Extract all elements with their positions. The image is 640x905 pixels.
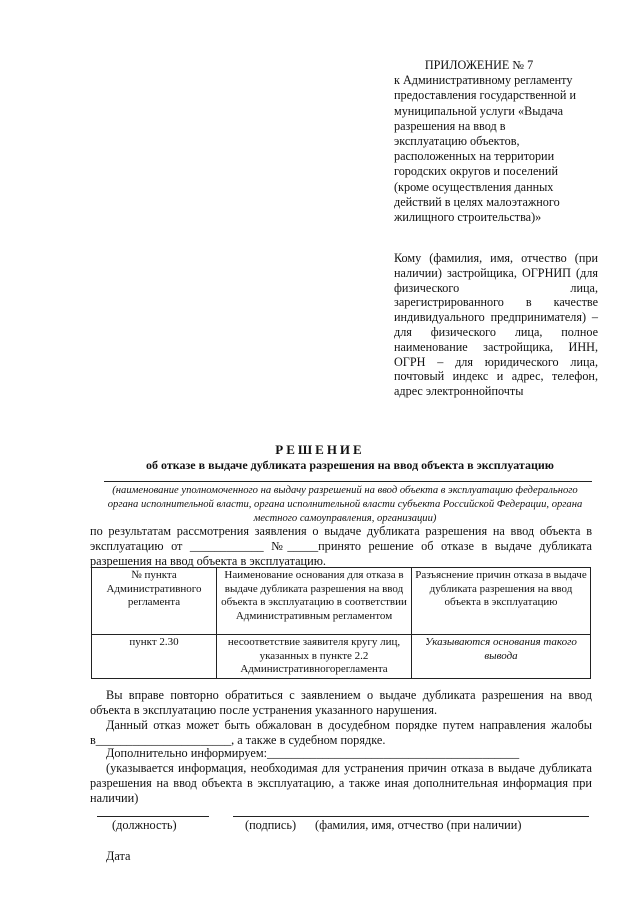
cell-ground: несоответствие заявителя кругу лиц, указанных в пункте 2.2 Административногорегламента [217, 635, 412, 679]
authority-line [104, 481, 592, 482]
appendix-line: действий в целях малоэтажного [394, 194, 560, 209]
appendix-block [394, 58, 599, 225]
cell-point: пункт 2.30 [92, 635, 217, 679]
cell-explanation: Указываются основания такого вывода [412, 635, 591, 679]
position-label: (должность) [112, 818, 177, 832]
authority-hint: (наименование уполномоченного на выдачу разрешений на ввод объекта в эксплуатацию федерального органа исполнительной власти, органа исполнительной власти субъекта Российской Федерации, органа местного самоуправления, организации) [107, 485, 583, 524]
full-name-label: (фамилия, имя, отчество (при наличии) [315, 818, 522, 832]
decision-subheading: об отказе в выдаче дубликата разрешения на ввод объекта в эксплуатацию [146, 458, 554, 472]
appendix-line: предоставления государственной и [394, 88, 576, 103]
additional-info-paragraph: Дополнительно информируем:_________________________________________ [106, 746, 520, 760]
appendix-line: к Административному регламенту [394, 73, 573, 88]
repeat-application-paragraph: Вы вправе повторно обратиться с заявлением о выдаче дубликата разрешения на ввод объекта в эксплуатацию после устранения указанного нарушения. [90, 688, 592, 717]
addressee-block: Кому (фамилия, имя, отчество (при наличии) застройщика, ОГРНИП (для физического лица, зарегистрированного в качестве индивидуального предпринимателя) – для физического лица, полное наименование застройщика, ИНН, ОГРН – для юридического лица, почтовый индекс и адрес, телефон, адрес электроннойпочты [394, 251, 598, 399]
appendix-title: ПРИЛОЖЕНИЕ № 7 [424, 58, 534, 72]
appendix-line: эксплуатацию объектов, [394, 134, 520, 149]
appendix-line: городских округов и поселений [394, 164, 558, 179]
header-cell-point: № пункта Административного регламента [92, 568, 217, 635]
appendix-line: разрешения на ввод в [394, 118, 506, 133]
table-row [92, 635, 591, 679]
decision-heading: РЕШЕНИЕ [275, 442, 365, 457]
appendix-line: жилищного строительства)» [394, 210, 542, 225]
table-header-row [92, 568, 591, 635]
date-label: Дата [106, 849, 131, 863]
appendix-line: расположенных на территории [394, 149, 555, 164]
appendix-line: муниципальной услуги «Выдача [394, 103, 564, 118]
header-cell-ground: Наименование основания для отказа в выдаче дубликата разрешения на ввод объекта в эксплуатацию в соответствии Административным регламентом [217, 568, 412, 635]
position-line [97, 816, 209, 817]
header-cell-explanation: Разъяснение причин отказа в выдаче дубликата разрешения на ввод объекта в эксплуатацию [412, 568, 591, 635]
signature-label: (подпись) [245, 818, 297, 832]
intro-paragraph: по результатам рассмотрения заявления о выдаче дубликата разрешения на ввод объекта в эксплуатацию от ____________ №_____принято решение об отказе в выдаче дубликата разрешения на ввод объекта в эксплуатацию. [90, 524, 592, 568]
refusal-reasons-table [91, 567, 591, 679]
appendix-line: (кроме осуществления данных [394, 179, 554, 194]
appeal-paragraph: Данный отказ может быть обжалован в досудебном порядке путем направления жалобы в______________________, а также в судебном порядке. [90, 718, 592, 747]
additional-info-hint: (указывается информация, необходимая для устранения причин отказа в выдаче дубликата разрешения на ввод объекта в эксплуатацию, а также иная дополнительная информация при наличии) [90, 761, 592, 805]
signature-name-line [233, 816, 589, 817]
